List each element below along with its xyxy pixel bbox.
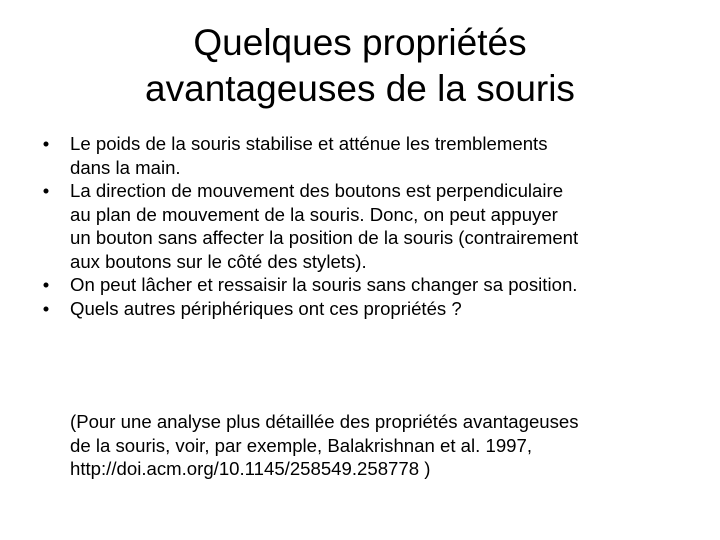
reference-note [70, 410, 690, 481]
bullet-item [30, 297, 700, 321]
bullet-dot: • [42, 180, 50, 201]
title-line: avantageuses de la souris [145, 68, 575, 109]
bullet-dot: • [42, 274, 50, 295]
bullet-item [30, 273, 700, 297]
bullet-text-line: un bouton sans affecter la position de la souris (contrairement [70, 227, 579, 248]
bullet-item [30, 179, 700, 273]
bullet-text-line: La direction de mouvement des boutons est perpendiculaire [70, 180, 564, 201]
bullet-text-line: On peut lâcher et ressaisir la souris sans changer sa position. [70, 274, 578, 295]
bullet-text-line: Quels autres périphériques ont ces propriétés ? [70, 297, 462, 319]
bullet-dot: • [42, 133, 50, 154]
bullet-text-line: aux boutons sur le côté des stylets). [70, 250, 367, 272]
bullet-item [30, 132, 700, 179]
bullet-list [30, 132, 700, 320]
bullet-text-line: dans la main. [70, 156, 181, 178]
bullet-text-line: Le poids de la souris stabilise et atténue les tremblements [70, 133, 548, 154]
title-line: Quelques propriétés [193, 22, 527, 63]
note-line: (Pour une analyse plus détaillée des propriétés avantageuses [70, 411, 579, 432]
note-link-line: http://doi.acm.org/10.1145/258549.258778 ) [70, 458, 431, 479]
note-line: de la souris, voir, par exemple, Balakrishnan et al. 1997, [70, 434, 533, 456]
bullet-dot: • [42, 297, 50, 319]
bullet-text-line: au plan de mouvement de la souris. Donc, on peut appuyer [70, 203, 558, 225]
slide-title [60, 20, 660, 112]
